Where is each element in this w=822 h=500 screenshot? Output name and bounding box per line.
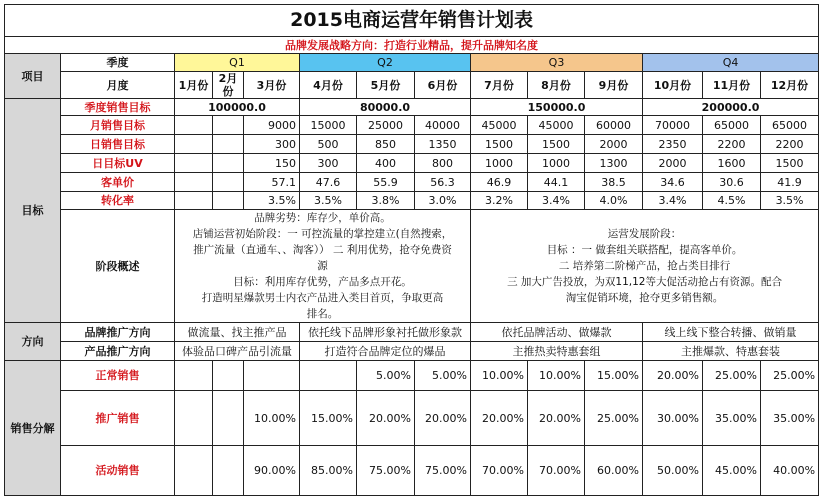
brand-direction-q3: 依托品牌活动、做爆款 (471, 323, 643, 342)
quarter-target: 100000.0 (175, 99, 300, 116)
sales-cell: 40.00% (761, 446, 819, 496)
month-cell: 9月份 (585, 72, 643, 99)
metric-cell: 2200 (761, 135, 819, 154)
metric-cell: 3.0% (415, 192, 471, 210)
metric-cell: 800 (415, 154, 471, 173)
metric-cell: 1500 (528, 135, 585, 154)
metric-cell (213, 173, 244, 192)
metric-cell (213, 192, 244, 210)
month-cell: 10月份 (643, 72, 703, 99)
stage-left-line: 源 (317, 260, 328, 272)
quarter-q4: Q4 (643, 54, 819, 72)
metric-cell: 3.8% (357, 192, 415, 210)
metric-cell: 300 (300, 154, 357, 173)
sales-cell: 20.00% (415, 391, 471, 446)
metric-cell: 300 (244, 135, 300, 154)
sales-cell: 25.00% (703, 361, 761, 391)
metric-label: 客单价 (61, 173, 175, 192)
month-cell: 2月份 (213, 72, 244, 99)
metric-cell: 850 (357, 135, 415, 154)
sales-cell: 45.00% (703, 446, 761, 496)
sales-cell (213, 361, 244, 391)
metric-cell: 57.1 (244, 173, 300, 192)
sales-cell: 5.00% (357, 361, 415, 391)
metric-cell: 500 (300, 135, 357, 154)
metric-cell: 3.5% (300, 192, 357, 210)
metric-cell: 40000 (415, 116, 471, 135)
sales-cell: 15.00% (585, 361, 643, 391)
month-cell: 12月份 (761, 72, 819, 99)
sales-cell: 25.00% (585, 391, 643, 446)
metric-cell: 30.6 (703, 173, 761, 192)
sales-cell: 90.00% (244, 446, 300, 496)
sales-cell: 35.00% (703, 391, 761, 446)
sales-cell: 25.00% (761, 361, 819, 391)
metric-cell: 1500 (471, 135, 528, 154)
quarter-q1: Q1 (175, 54, 300, 72)
sales-label: 活动销售 (61, 446, 175, 496)
metric-label: 日销售目标 (61, 135, 175, 154)
metric-cell: 1500 (761, 154, 819, 173)
stage-left-line: 排名。 (306, 308, 339, 320)
sales-cell: 30.00% (643, 391, 703, 446)
metric-cell: 4.0% (585, 192, 643, 210)
sales-cell: 20.00% (471, 391, 528, 446)
metric-row (5, 116, 819, 135)
product-direction-q1: 体验品口碑产品引流量 (175, 342, 300, 361)
item-header: 项目 (5, 54, 61, 99)
brand-direction-q2: 依托线下品牌形象衬托做形象款 (300, 323, 471, 342)
metric-cell: 56.3 (415, 173, 471, 192)
metric-cell: 2350 (643, 135, 703, 154)
quarter-target: 200000.0 (643, 99, 819, 116)
metric-cell: 3.4% (643, 192, 703, 210)
metric-cell: 65000 (761, 116, 819, 135)
brand-direction-label: 品牌推广方向 (61, 323, 175, 342)
month-row (5, 72, 819, 99)
metric-cell (175, 116, 213, 135)
stage-left-line: 打造明星爆款男士内衣产品进入类目首页，争取更高 (201, 292, 444, 304)
metric-cell: 1350 (415, 135, 471, 154)
stage-right-text (471, 210, 819, 323)
month-cell: 6月份 (415, 72, 471, 99)
stage-right-line: 运营发展阶段： (607, 228, 682, 240)
month-cell: 5月份 (357, 72, 415, 99)
stage-right-line: 二 培养第二阶梯产品，抢占类目排行 (558, 260, 731, 272)
brand-direction-q4: 线上线下整合转播、做销量 (643, 323, 819, 342)
metric-row (5, 135, 819, 154)
metric-cell: 3.5% (761, 192, 819, 210)
product-direction-q3: 主推热卖特惠套组 (471, 342, 643, 361)
month-cell: 3月份 (244, 72, 300, 99)
sales-cell (213, 446, 244, 496)
metric-cell: 1300 (585, 154, 643, 173)
sales-cell: 10.00% (471, 361, 528, 391)
sales-cell: 20.00% (357, 391, 415, 446)
metric-cell: 46.9 (471, 173, 528, 192)
month-cell: 7月份 (471, 72, 528, 99)
stage-left-text (175, 210, 471, 323)
metric-cell: 1000 (528, 154, 585, 173)
sales-cell: 20.00% (528, 391, 585, 446)
metric-cell: 41.9 (761, 173, 819, 192)
metric-cell: 2000 (585, 135, 643, 154)
sales-cell (175, 361, 213, 391)
quarter-target: 150000.0 (471, 99, 643, 116)
sales-plan-table (4, 4, 819, 496)
metric-cell: 70000 (643, 116, 703, 135)
sales-cell (300, 361, 357, 391)
metric-cell: 25000 (357, 116, 415, 135)
metric-row (5, 154, 819, 173)
sales-cell (244, 361, 300, 391)
metric-cell: 400 (357, 154, 415, 173)
sales-cell: 35.00% (761, 391, 819, 446)
metric-row (5, 173, 819, 192)
brand-direction-q1: 做流量、找主推产品 (175, 323, 300, 342)
goal-section-label: 目标 (5, 99, 61, 323)
metric-cell: 45000 (471, 116, 528, 135)
sales-row (5, 361, 819, 391)
metric-cell: 38.5 (585, 173, 643, 192)
metric-cell: 2000 (643, 154, 703, 173)
metric-cell: 1600 (703, 154, 761, 173)
sales-label: 推广销售 (61, 391, 175, 446)
product-direction-label: 产品推广方向 (61, 342, 175, 361)
product-direction-q4: 主推爆款、特惠套装 (643, 342, 819, 361)
metric-cell: 44.1 (528, 173, 585, 192)
product-direction-q2: 打造符合品牌定位的爆品 (300, 342, 471, 361)
metric-cell (175, 192, 213, 210)
sales-cell: 10.00% (528, 361, 585, 391)
quarter-target: 80000.0 (300, 99, 471, 116)
metric-cell: 150 (244, 154, 300, 173)
stage-left-line: 推广流量（直通车、、淘客）） 二 利用优势，抢夺免费资 (193, 244, 452, 256)
sales-split-section-label: 销售分解 (5, 361, 61, 496)
metric-label: 日目标UV (61, 154, 175, 173)
direction-section-label: 方向 (5, 323, 61, 361)
metric-cell: 3.2% (471, 192, 528, 210)
sales-cell: 70.00% (471, 446, 528, 496)
strategy-banner: 品牌发展战略方向：打造行业精品，提升品牌知名度 (5, 37, 819, 54)
stage-label: 阶段概述 (61, 210, 175, 323)
metric-cell (175, 154, 213, 173)
stage-right-line: 淘宝促销环境，抢夺更多销售额。 (565, 292, 724, 304)
sheet-title: 2015电商运营年销售计划表 (5, 5, 819, 37)
quarter-q3: Q3 (471, 54, 643, 72)
metric-cell: 1000 (471, 154, 528, 173)
month-cell: 4月份 (300, 72, 357, 99)
quarter-q2: Q2 (300, 54, 471, 72)
sales-cell: 15.00% (300, 391, 357, 446)
season-label: 季度 (61, 54, 175, 72)
metric-cell: 15000 (300, 116, 357, 135)
sales-row (5, 446, 819, 496)
month-cell: 11月份 (703, 72, 761, 99)
sales-cell: 60.00% (585, 446, 643, 496)
metric-row (5, 192, 819, 210)
stage-left-line: 目标：利用库存优势，产品多点开花。 (233, 276, 412, 288)
metric-cell: 65000 (703, 116, 761, 135)
sales-cell: 20.00% (643, 361, 703, 391)
metric-cell: 55.9 (357, 173, 415, 192)
metric-cell (213, 135, 244, 154)
metric-cell (213, 154, 244, 173)
stage-right-line: 目标 ：一 做套组关联搭配，提高客单价。 (546, 244, 743, 256)
month-cell: 1月份 (175, 72, 213, 99)
month-label: 月度 (61, 72, 175, 99)
metric-cell (175, 135, 213, 154)
metric-cell: 3.5% (244, 192, 300, 210)
stage-left-line: 品牌劣势：库存少，单价高。 (254, 212, 391, 224)
metric-cell: 9000 (244, 116, 300, 135)
metric-cell: 34.6 (643, 173, 703, 192)
metric-label: 月销售目标 (61, 116, 175, 135)
metric-cell (213, 116, 244, 135)
metric-cell: 4.5% (703, 192, 761, 210)
sales-cell (175, 391, 213, 446)
sales-cell: 5.00% (415, 361, 471, 391)
sales-cell: 75.00% (357, 446, 415, 496)
metric-cell: 45000 (528, 116, 585, 135)
sales-cell (213, 391, 244, 446)
sales-row (5, 391, 819, 446)
sales-cell: 75.00% (415, 446, 471, 496)
sales-cell: 50.00% (643, 446, 703, 496)
metric-cell: 3.4% (528, 192, 585, 210)
metric-cell: 60000 (585, 116, 643, 135)
metric-label: 季度销售目标 (61, 99, 175, 116)
sales-cell: 85.00% (300, 446, 357, 496)
sales-cell: 70.00% (528, 446, 585, 496)
metric-cell: 47.6 (300, 173, 357, 192)
sales-label: 正常销售 (61, 361, 175, 391)
sales-cell: 10.00% (244, 391, 300, 446)
metric-cell (175, 173, 213, 192)
metric-label: 转化率 (61, 192, 175, 210)
sales-cell (175, 446, 213, 496)
month-cell: 8月份 (528, 72, 585, 99)
stage-left-line: 店铺运营初始阶段：一 可控流量的掌控建立(自然搜索， (192, 228, 453, 240)
stage-right-line: 三 加大广告投放，为双11,12等大促活动抢占有资源。配合 (507, 276, 782, 288)
metric-cell: 2200 (703, 135, 761, 154)
